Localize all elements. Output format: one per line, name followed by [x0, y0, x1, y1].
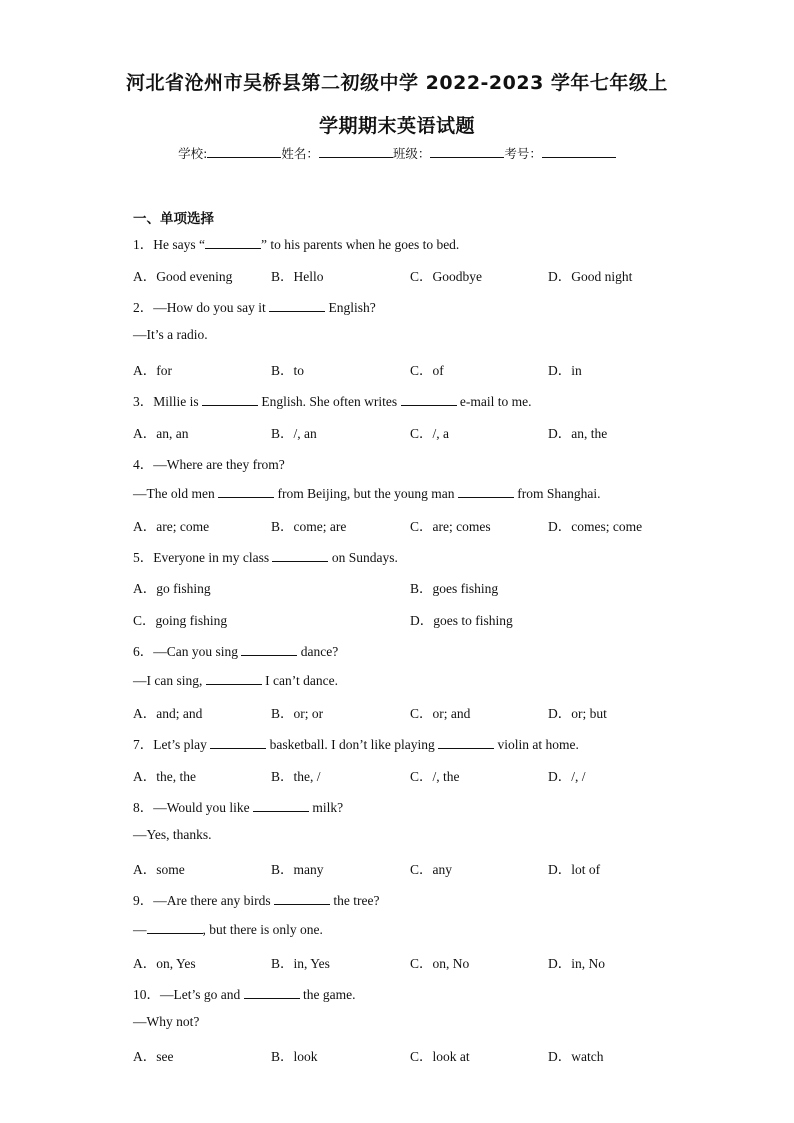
question-2-option-d[interactable]: D．in	[548, 363, 582, 378]
name-blank[interactable]	[319, 145, 393, 158]
student-info-row	[0, 144, 794, 162]
answer-blank[interactable]	[274, 891, 330, 905]
answer-blank[interactable]	[458, 484, 514, 498]
question-5-stem: 5．Everyone in my class on Sundays.	[133, 550, 398, 565]
section-heading: 一、单项选择	[133, 211, 214, 227]
question-5-option-a[interactable]: A．go fishing	[133, 581, 211, 596]
answer-blank[interactable]	[244, 985, 300, 999]
question-2-dialog: —It’s a radio.	[133, 327, 208, 342]
question-10-option-a[interactable]: A．see	[133, 1049, 174, 1064]
exam-number-label: 考号：	[504, 146, 542, 161]
question-1-option-c[interactable]: C．Goodbye	[410, 269, 482, 284]
question-4-option-d[interactable]: D．comes; come	[548, 519, 643, 534]
answer-blank[interactable]	[206, 671, 262, 685]
answer-blank[interactable]	[253, 798, 309, 812]
question-1-option-b[interactable]: B．Hello	[271, 269, 324, 284]
question-1-option-d[interactable]: D．Good night	[548, 269, 633, 284]
answer-blank[interactable]	[205, 235, 261, 249]
question-4-option-a[interactable]: A．are; come	[133, 519, 210, 534]
question-3-stem: 3．Millie is English. She often writes e-mail to me.	[133, 394, 532, 409]
question-4-stem: 4．—Where are they from?	[133, 457, 285, 472]
question-9-option-c[interactable]: C．on, No	[410, 956, 470, 971]
question-3-option-b[interactable]: B．/, an	[271, 426, 317, 441]
question-7-option-d[interactable]: D．/, /	[548, 769, 586, 784]
question-8-dialog: —Yes, thanks.	[133, 827, 212, 842]
question-7-stem: 7．Let’s play basketball. I don’t like playing violin at home.	[133, 737, 579, 752]
question-8-option-c[interactable]: C．any	[410, 862, 452, 877]
answer-blank[interactable]	[147, 920, 203, 934]
name-label: 姓名：	[281, 146, 319, 161]
question-8-option-a[interactable]: A．some	[133, 862, 185, 877]
question-9-option-b[interactable]: B．in, Yes	[271, 956, 330, 971]
class-label: 班级：	[392, 146, 431, 161]
question-6-option-d[interactable]: D．or; but	[548, 706, 607, 721]
question-6-option-c[interactable]: C．or; and	[410, 706, 471, 721]
class-blank[interactable]	[430, 145, 504, 158]
question-4-dialog: —The old men from Beijing, but the young man from Shanghai.	[133, 486, 601, 501]
question-8-stem: 8．—Would you like milk?	[133, 800, 344, 815]
question-7-option-a[interactable]: A．the, the	[133, 769, 196, 784]
answer-blank[interactable]	[438, 735, 494, 749]
exam-number-blank[interactable]	[542, 145, 616, 158]
question-4-option-b[interactable]: B．come; are	[271, 519, 347, 534]
question-8-option-d[interactable]: D．lot of	[548, 862, 601, 877]
question-2-option-c[interactable]: C．of	[410, 363, 444, 378]
question-6-option-b[interactable]: B．or; or	[271, 706, 324, 721]
question-7-option-b[interactable]: B．the, /	[271, 769, 321, 784]
answer-blank[interactable]	[272, 548, 328, 562]
question-4-option-c[interactable]: C．are; comes	[410, 519, 491, 534]
question-5-option-d[interactable]: D．goes to fishing	[410, 613, 513, 628]
question-10-option-b[interactable]: B．look	[271, 1049, 318, 1064]
answer-blank[interactable]	[202, 392, 258, 406]
answer-blank[interactable]	[269, 298, 325, 312]
question-9-dialog: — , but there is only one.	[133, 922, 323, 937]
answer-blank[interactable]	[241, 642, 297, 656]
question-2-option-b[interactable]: B．to	[271, 363, 305, 378]
question-10-dialog: —Why not?	[133, 1014, 200, 1029]
question-1-stem: 1．He says “ ” to his parents when he goes to bed.	[133, 237, 460, 252]
question-7-option-c[interactable]: C．/, the	[410, 769, 460, 784]
question-2-option-a[interactable]: A．for	[133, 363, 172, 378]
question-10-option-d[interactable]: D．watch	[548, 1049, 604, 1064]
question-6-stem: 6．—Can you sing dance?	[133, 644, 339, 659]
question-6-option-a[interactable]: A．and; and	[133, 706, 203, 721]
question-1-option-a[interactable]: A．Good evening	[133, 269, 233, 284]
exam-title-line-2: 学期期末英语试题	[318, 115, 475, 137]
question-9-option-d[interactable]: D．in, No	[548, 956, 605, 971]
question-9-option-a[interactable]: A．on, Yes	[133, 956, 196, 971]
question-10-stem: 10．—Let’s go and the game.	[133, 987, 356, 1002]
question-10-option-c[interactable]: C．look at	[410, 1049, 470, 1064]
answer-blank[interactable]	[210, 735, 266, 749]
question-8-option-b[interactable]: B．many	[271, 862, 324, 877]
school-label: 学校:	[178, 146, 208, 161]
question-6-dialog: —I can sing, I can’t dance.	[133, 673, 338, 688]
question-2-stem: 2．—How do you say it English?	[133, 300, 376, 315]
answer-blank[interactable]	[401, 392, 457, 406]
question-3-option-c[interactable]: C．/, a	[410, 426, 449, 441]
question-3-option-a[interactable]: A．an, an	[133, 426, 189, 441]
question-3-option-d[interactable]: D．an, the	[548, 426, 608, 441]
answer-blank[interactable]	[218, 484, 274, 498]
question-5-option-c[interactable]: C．going fishing	[133, 613, 228, 628]
exam-title-line-1: 河北省沧州市吴桥县第二初级中学 2022-2023 学年七年级上	[126, 72, 668, 94]
question-9-stem: 9．—Are there any birds the tree?	[133, 893, 380, 908]
question-5-option-b[interactable]: B．goes fishing	[410, 581, 499, 596]
school-blank[interactable]	[207, 145, 281, 158]
